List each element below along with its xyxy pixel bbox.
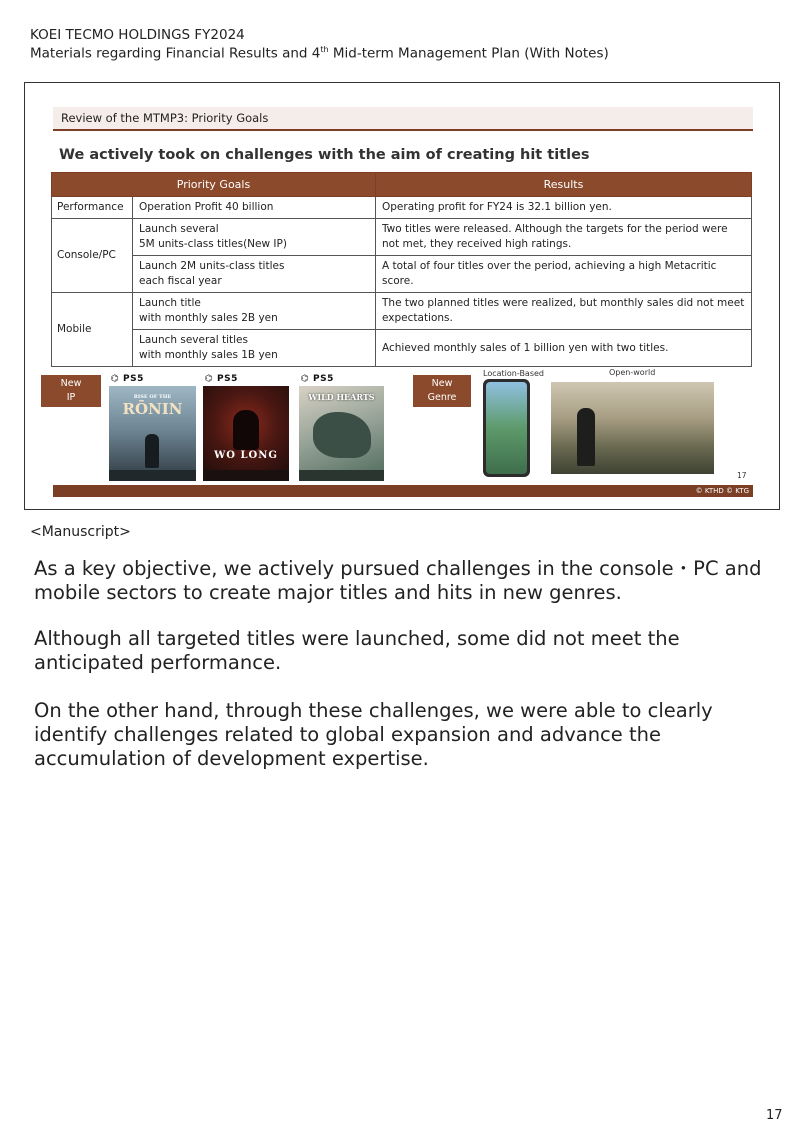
rating-strip (299, 470, 384, 481)
slide-page-number: 17 (737, 471, 747, 480)
table-header-row (52, 173, 752, 197)
ps5-logo: ⌬ PS5 (205, 374, 238, 384)
rise-of-the-ronin-cover (109, 386, 196, 481)
table-row (52, 330, 752, 367)
table-header-goals: Priority Goals (52, 173, 376, 197)
wild-hearts-cover (299, 386, 384, 481)
open-world-label: Open-world (609, 368, 656, 377)
category-cell: Mobile (52, 293, 133, 367)
doc-header-subtitle: Materials regarding Financial Results and 4th Mid-term Management Plan (With Notes) (30, 45, 609, 62)
category-cell: Performance (52, 197, 133, 219)
phone-screen (486, 382, 527, 474)
phone-mockup (483, 379, 530, 477)
slide-frame (24, 82, 780, 510)
goal-cell: Launch several titles with monthly sales 1B yen (133, 330, 376, 367)
doc-header-title: KOEI TECMO HOLDINGS FY2024 (30, 27, 245, 43)
goal-cell: Launch title with monthly sales 2B yen (133, 293, 376, 330)
figure-silhouette (145, 434, 159, 468)
new-ip-badge: New IP (41, 375, 101, 407)
table-row (52, 197, 752, 219)
result-cell: The two planned titles were realized, but monthly sales did not meet expectations. (376, 293, 752, 330)
cover-title: WILD HEARTS (308, 392, 375, 402)
goal-cell: Launch 2M units-class titles each fiscal year (133, 256, 376, 293)
creature-silhouette (313, 412, 371, 458)
figure-silhouette (233, 410, 259, 450)
priority-goals-table (51, 172, 752, 367)
open-world-screenshot (551, 382, 714, 474)
section-title: Review of the MTMP3: Priority Goals (53, 107, 753, 131)
table-row (52, 293, 752, 330)
goal-cell: Operation Profit 40 billion (133, 197, 376, 219)
manuscript-paragraph-2: Although all targeted titles were launched, some did not meet the anticipated performance. (34, 627, 680, 674)
category-cell: Console/PC (52, 219, 133, 293)
rating-strip (203, 470, 289, 481)
cover-title: RISE OF THE (133, 394, 172, 400)
figure-silhouette (577, 408, 595, 466)
table-row (52, 219, 752, 256)
cover-title: RŌNIN (122, 400, 183, 418)
result-cell: Two titles were released. Although the targets for the period were not met, they received high ratings. (376, 219, 752, 256)
page-number: 17 (766, 1108, 783, 1123)
slide-footer-bar: © KTHD © KTG (53, 485, 753, 497)
result-cell: Achieved monthly sales of 1 billion yen with two titles. (376, 330, 752, 367)
table-header-results: Results (376, 173, 752, 197)
result-cell: Operating profit for FY24 is 32.1 billion yen. (376, 197, 752, 219)
new-genre-badge: New Genre (413, 375, 471, 407)
ps5-logo: ⌬ PS5 (301, 374, 334, 384)
wo-long-cover (203, 386, 289, 481)
cover-title: WO LONG (214, 450, 278, 461)
goal-cell: Launch several 5M units-class titles(New IP) (133, 219, 376, 256)
result-cell: A total of four titles over the period, achieving a high Metacritic score. (376, 256, 752, 293)
location-based-label: Location-Based (483, 369, 544, 378)
manuscript-label: <Manuscript> (30, 524, 131, 540)
table-row (52, 256, 752, 293)
ps5-logo: ⌬ PS5 (111, 374, 144, 384)
slide-heading: We actively took on challenges with the aim of creating hit titles (59, 147, 590, 163)
manuscript-paragraph-1: As a key objective, we actively pursued challenges in the console・PC and mobile sectors to create major titles and hits in new genres. (34, 557, 762, 604)
manuscript-paragraph-3: On the other hand, through these challenges, we were able to clearly identify challenges related to global expansion and advance the accumulation of development expertise. (34, 699, 713, 770)
rating-strip (109, 470, 196, 481)
